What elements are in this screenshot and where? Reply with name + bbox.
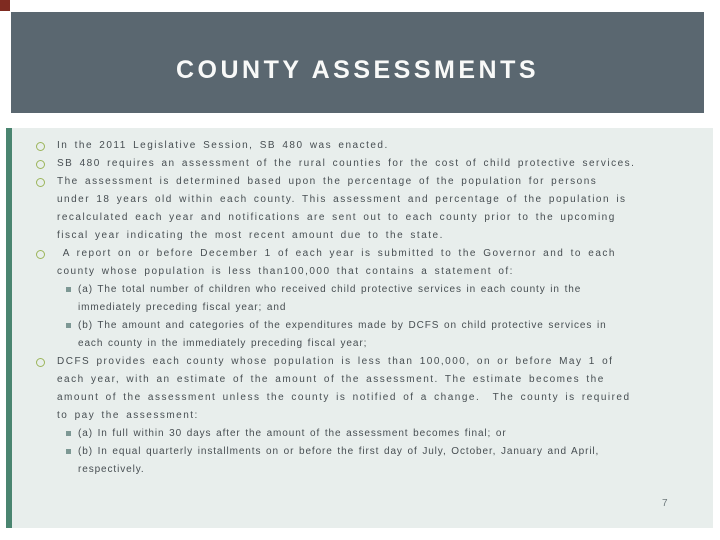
square-bullet-icon	[66, 287, 71, 292]
square-bullet-icon	[66, 449, 71, 454]
square-bullet-icon	[66, 323, 71, 328]
circle-bullet-icon	[36, 178, 45, 187]
circle-bullet-icon	[36, 160, 45, 169]
square-bullet-icon	[66, 431, 71, 436]
circle-bullet-icon	[36, 250, 45, 259]
page-number: 7	[662, 498, 669, 509]
bullet-line: (b) In equal quarterly installments on or before the first day of July, October, January and April,	[78, 446, 600, 457]
circle-bullet-icon	[36, 142, 45, 151]
bullet-line: (a) The total number of children who received child protective services in each county in the	[78, 284, 582, 295]
sub-bullet-item	[12, 443, 713, 479]
bullet-line: A report on or before December 1 of each year is submitted to the Governor and to each	[57, 248, 616, 259]
bullet-item	[12, 137, 713, 155]
bullet-line: immediately preceding fiscal year; and	[78, 302, 287, 313]
bullet-line: (b) The amount and categories of the expenditures made by DCFS on child protective services in	[78, 320, 607, 331]
bullet-line: The assessment is determined based upon the percentage of the population for persons	[57, 176, 598, 187]
circle-bullet-icon	[36, 358, 45, 367]
sub-bullet-item	[12, 281, 713, 317]
bullet-item	[12, 155, 713, 173]
bullet-line: county whose population is less than100,000 that contains a statement of:	[57, 266, 514, 277]
bullet-list	[12, 137, 713, 479]
bullet-line: amount of the assessment unless the county is notified of a change. The county is required	[57, 392, 631, 403]
bullet-line: respectively.	[78, 464, 145, 475]
title-banner	[11, 12, 704, 113]
corner-accent-square	[0, 0, 10, 11]
bullet-item	[12, 245, 713, 281]
bullet-line: In the 2011 Legislative Session, SB 480 was enacted.	[57, 140, 389, 151]
bullet-line: under 18 years old within each county. This assessment and percentage of the population is	[57, 194, 627, 205]
bullet-line: DCFS provides each county whose population is less than 100,000, on or before May 1 of	[57, 356, 614, 367]
bullet-line: each county in the immediately preceding fiscal year;	[78, 338, 368, 349]
bullet-item	[12, 173, 713, 245]
sub-bullet-item	[12, 425, 713, 443]
bullet-line: SB 480 requires an assessment of the rural counties for the cost of child protective services.	[57, 158, 636, 169]
bullet-line: recalculated each year and notifications are sent out to each county prior to the upcoming	[57, 212, 616, 223]
bullet-line: to pay the assessment:	[57, 410, 199, 421]
bullet-item	[12, 353, 713, 425]
bullet-line: fiscal year indicating the most recent amount due to the state.	[57, 230, 444, 241]
bullet-line: each year, with an estimate of the amount of the assessment. The estimate becomes the	[57, 374, 605, 385]
page-title: COUNTY ASSESSMENTS	[175, 56, 540, 84]
sub-bullet-item	[12, 317, 713, 353]
content-panel	[12, 128, 713, 528]
bullet-line: (a) In full within 30 days after the amount of the assessment becomes final; or	[78, 428, 507, 439]
